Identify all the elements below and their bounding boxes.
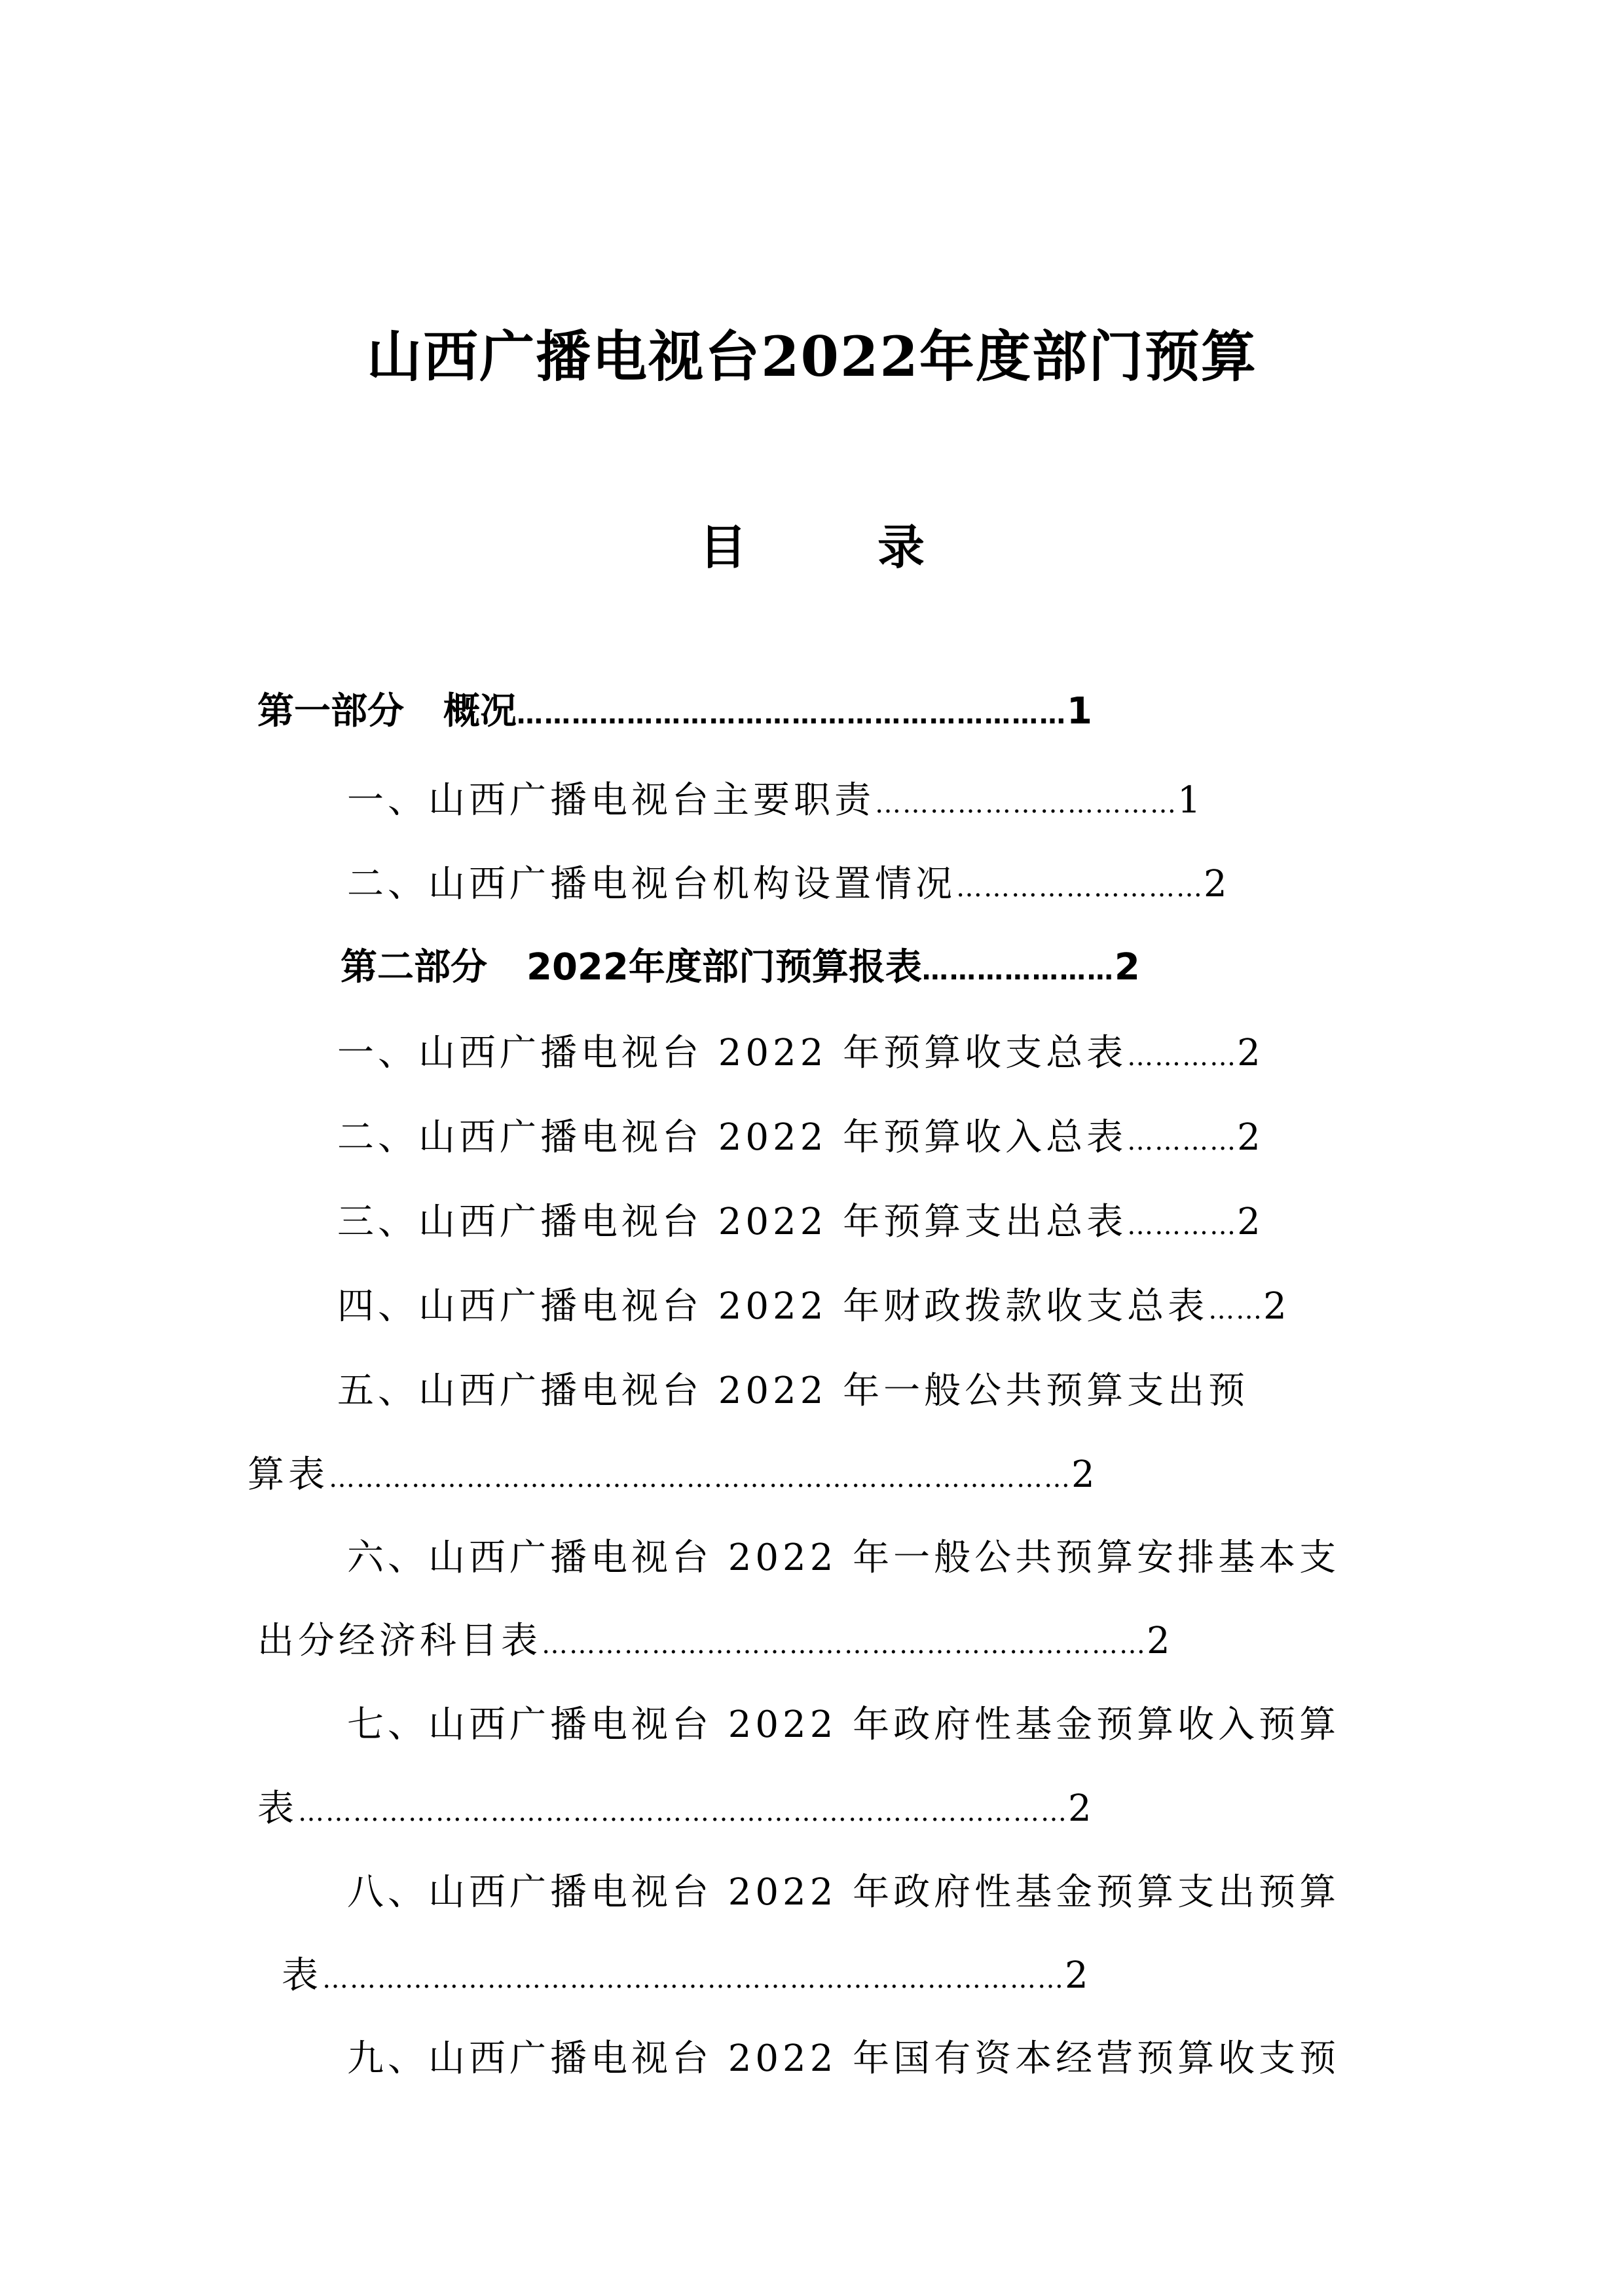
- toc-entry-line-1[interactable]: [347, 1870, 1340, 1916]
- toc-page-number: 2: [1147, 1620, 1174, 1662]
- toc-leader-dots: …………: [1127, 1042, 1238, 1072]
- toc-entry-line-1[interactable]: [347, 1702, 1340, 1748]
- toc-entry-text: 一、山西广播电视台 2022 年预算收支总表: [337, 1032, 1128, 1074]
- toc-entry-text: 算表: [248, 1453, 329, 1496]
- toc-entry-line-2[interactable]: [257, 1786, 1096, 1835]
- toc-leader-dots: ………………………: [956, 873, 1204, 903]
- toc-leader-dots: ……………………………………………………: [517, 700, 1067, 730]
- toc-leader-dots: ………………………………………………………………………: [329, 1463, 1071, 1493]
- toc-entry-text: 二、山西广播电视台 2022 年预算收入总表: [337, 1116, 1128, 1159]
- toc-leader-dots: …………………: [921, 956, 1115, 986]
- toc-entry-text: 第一部分: [257, 690, 404, 733]
- toc-page-number: 2: [1065, 1954, 1092, 1997]
- toc-page-number: 2: [1237, 1032, 1264, 1074]
- toc-page-number: 2: [1263, 1285, 1291, 1328]
- toc-entry-text: 六、山西广播电视台 2022 年一般公共预算安排基本支: [347, 1537, 1340, 1579]
- toc-entry[interactable]: [337, 1030, 1264, 1080]
- toc-entry-text: 五、山西广播电视台 2022 年一般公共预算支出预: [337, 1370, 1249, 1412]
- toc-leader-dots: …………: [1127, 1211, 1238, 1241]
- toc-entry-text: 九、山西广播电视台 2022 年国有资本经营预算收支预: [347, 2037, 1340, 2080]
- toc-entry-text: 一、山西广播电视台主要职责: [347, 779, 875, 822]
- toc-entry-line-2[interactable]: [282, 1953, 1092, 2002]
- toc-entry-text-2: 2022年度部门预算报表: [526, 946, 922, 989]
- toc-page-number: 2: [1114, 946, 1140, 989]
- toc-entry[interactable]: [337, 1115, 1264, 1164]
- toc-entry-text: 七、山西广播电视台 2022 年政府性基金预算收入预算: [347, 1704, 1340, 1746]
- toc-entry[interactable]: [337, 1284, 1291, 1333]
- toc-entry-line-1[interactable]: [347, 2036, 1340, 2082]
- toc-entry-line-1[interactable]: [337, 1368, 1249, 1414]
- toc-page-number: 1: [1067, 690, 1092, 733]
- toc-entry-text: 四、山西广播电视台 2022 年财政拨款收支总表: [337, 1285, 1209, 1328]
- toc-entry-line-2[interactable]: [248, 1452, 1099, 1501]
- toc-entry[interactable]: [347, 862, 1231, 911]
- toc-entry-text: 三、山西广播电视台 2022 年预算支出总表: [337, 1201, 1128, 1243]
- toc-entry-text: 出分经济科目表: [257, 1620, 542, 1662]
- toc-entry[interactable]: [347, 778, 1205, 827]
- toc-page-number: 2: [1068, 1787, 1096, 1830]
- toc-entry-text: 八、山西广播电视台 2022 年政府性基金预算支出预算: [347, 1871, 1340, 1914]
- toc-entry[interactable]: [337, 1199, 1264, 1248]
- toc-entry-line-1[interactable]: [347, 1535, 1340, 1581]
- document-title: 山西广播电视台2022年度部门预算: [367, 324, 1257, 389]
- toc-heading: [0, 509, 1624, 577]
- toc-page-number: 2: [1071, 1453, 1099, 1496]
- toc-leader-dots: …………: [1127, 1126, 1238, 1156]
- toc-entry-line-2[interactable]: [257, 1618, 1174, 1667]
- toc-page-number: 1: [1177, 779, 1205, 822]
- toc-entry-text: 二、山西广播电视台机构设置情况: [347, 863, 956, 905]
- toc-entry-text-2: 概况: [443, 690, 517, 733]
- toc-leader-dots: ………………………………………………………………………: [322, 1964, 1065, 1994]
- toc-entry-part-2[interactable]: [341, 945, 1140, 994]
- toc-leader-dots: …………………………………………………………………………: [298, 1797, 1068, 1827]
- toc-entry-text: 表: [282, 1954, 322, 1997]
- toc-page-number: 2: [1204, 863, 1231, 905]
- toc-entry-text: 表: [257, 1787, 298, 1830]
- toc-leader-dots: ……: [1208, 1295, 1264, 1325]
- toc-leader-dots: ……………………………: [875, 789, 1177, 819]
- toc-page-number: 2: [1237, 1201, 1264, 1243]
- toc-page-number: 2: [1237, 1116, 1264, 1159]
- toc-heading-right: 录: [877, 519, 925, 575]
- toc-entry-text: 第二部分: [341, 946, 487, 989]
- toc-entry-part-1[interactable]: [257, 689, 1092, 738]
- toc-heading-left: 目: [699, 519, 747, 575]
- toc-leader-dots: …………………………………………………………: [542, 1630, 1147, 1660]
